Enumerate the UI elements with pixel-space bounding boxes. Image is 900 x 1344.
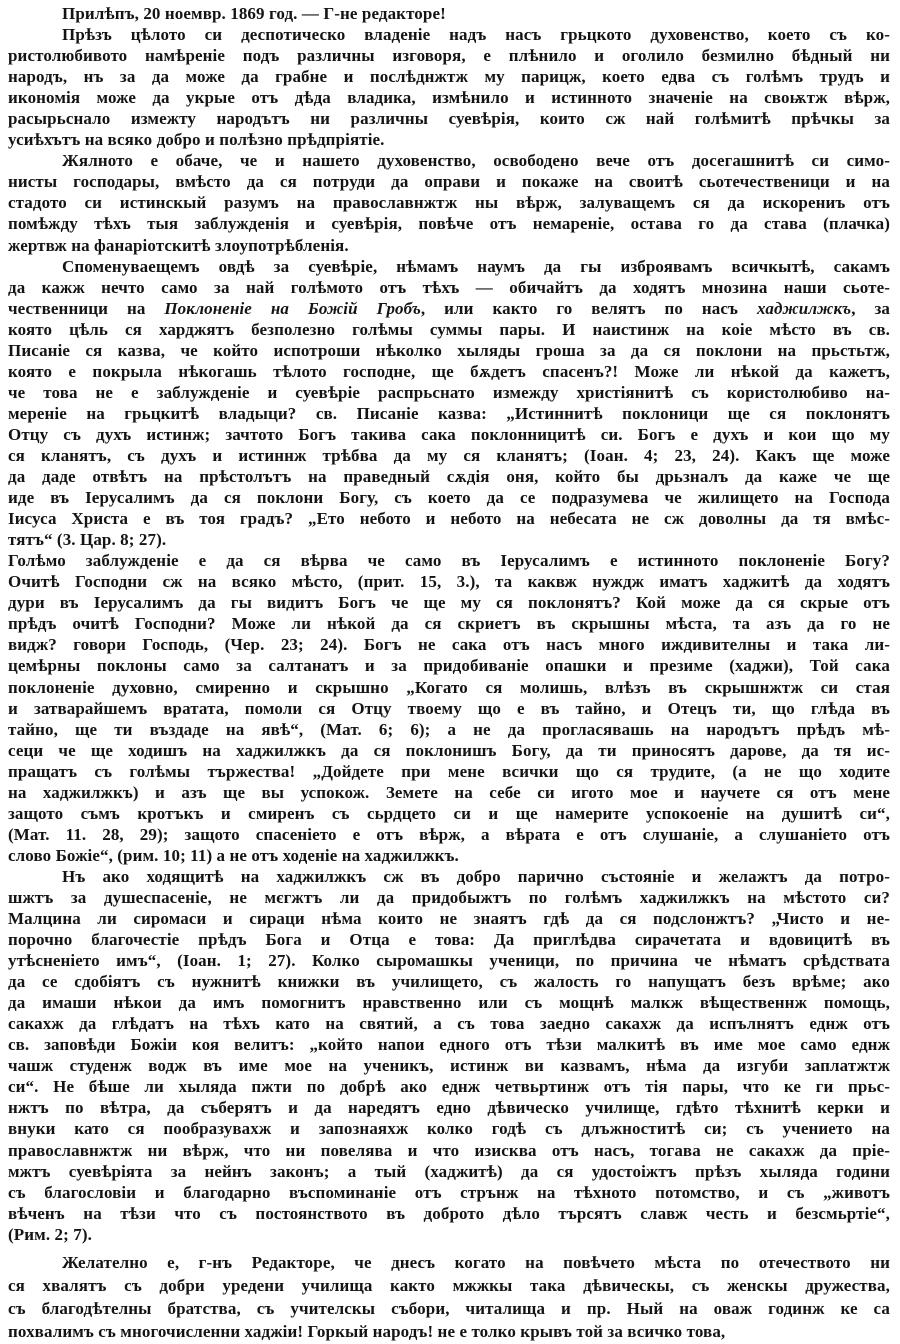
text-line: дури въ Іерусалимъ да гы видитъ Богъ че ще му ся поклонятъ? Кой може да ся скрые отъ (8, 593, 890, 613)
text-line: Писаніе ся казва, че който испотроши нѣколко хыляды гроша за да ся поклони на прьстьтж, (8, 340, 890, 360)
text-line: Нъ ако ходящитѣ на хаджилжкъ сж въ добро парично състояніе и желажтъ да потро- (62, 866, 890, 886)
text-line: слово Божіе“, (рим. 10; 11) а не отъ ходеніе на хаджилжкъ. (8, 845, 459, 865)
text-line: мереніе на грьцкитѣ владыци? св. Писаніе казва: „Истиннитѣ поклоници ще ся поклонятъ (8, 403, 890, 423)
text-line: Желателно е, г-нъ Редакторе, че днесъ когато на повѣчето мѣста по отечеството ни (62, 1252, 890, 1272)
italic-term: хаджилжкъ (756, 298, 852, 318)
text-line: сеци че ще ходишъ на хаджилжкъ да ся поклонишъ Богу, да ти приносятъ дарове, да тя ис- (8, 740, 890, 760)
text-line: Голѣмо заблужденіе е да ся вѣрва че само въ Іерусалимъ е истинното поклоненіе Богу? (8, 551, 890, 571)
text-line: тайно, ще ти въздаде на явѣ“, (Мат. 6; 6); а не да прогласявашь на народътъ прѣдъ мѣ- (8, 719, 890, 739)
text-line: помѣжду тѣхъ тыя заблужденія и суевѣрія, повѣче отъ немареніе, остава го да става (плачка) (8, 214, 890, 234)
text-line: тятъ“ (3. Цар. 8; 27). (8, 530, 167, 550)
text-line: видж? говори Господь, (Чер. 23; 24). Богъ не сака отъ насъ много иждивителны и така ли- (8, 635, 890, 655)
paragraph (8, 24, 890, 150)
text-line: ся хвалятъ съ добри уредени училища както мжжкы така дѣвическы, съ женскы дружества, (8, 1275, 890, 1295)
text-line: стадото си истинскый разумъ на православнжтж ны вѣрж, залуващемъ ся да искорениъ отъ (8, 193, 890, 213)
italic-term: Поклоненіе на Божій Гробъ (164, 298, 421, 318)
text-line: да кажж нечто само за най голѣмото отъ тѣхъ — обичайтъ да ходятъ мнозина наши сьоте- (8, 277, 890, 297)
text-line: св. заповѣди Божіи коя велитъ: „който напои едного отъ тѣзи малкитѣ въ име мое само еднж (8, 1035, 890, 1055)
text-line: на хаджилжкъ) и азъ ще вы успокож. Земете на себе си игото мое и научете ся отъ мене (8, 782, 890, 802)
text-line: Прѣзъ цѣлото си деспотическо владеніе надъ насъ грьцкото духовенство, което съ ко- (62, 25, 890, 45)
text-line: Прилѣпъ, 20 ноемвр. 1869 год. — Г-не редакторе! (62, 4, 446, 23)
text-line: усиѣхътъ на всяко добро и полѣзно прѣдпріятіе. (8, 130, 385, 150)
text-line: да се сдобіятъ съ нужнитѣ книжки въ училището, съ жалость го напущатъ безъ врѣме; ако (8, 972, 890, 992)
text-line: да имаши нѣкои да имъ помогнитъ нравственно или съ мощнѣ малкж вѣщественнж помощь, (8, 993, 890, 1013)
text-line: нжтъ по вѣтра, да съберятъ и да наредятъ едно дѣвическо училище, гдѣто тѣхнитѣ керки и (8, 1098, 890, 1118)
text-line: икономія може да укрые отъ дѣда владика, измѣнило и истинното значеніе на своѭтж вѣрж, (8, 88, 890, 108)
text-line: че това не е заблужденіе и суевѣріе распрьснато измежду христіянитѣ съ користолюбиво на- (8, 382, 890, 402)
text-line: си“. Не бѣше ли хыляда пжти по добрѣ ако еднж четвьртинж отъ тія пары, что ке ги прьс- (8, 1077, 890, 1097)
text-line: защото съмъ кротъкъ и смиренъ съ сьрдцето си и ще намерите успокоеніе на душитѣ си“, (8, 803, 890, 823)
text-line: (Рим. 2; 7). (8, 1224, 92, 1244)
text-line: Отцу съ духъ истинж; зачтото Богъ такива сака поклонницитѣ си. Богъ е духъ и кои що му (8, 424, 890, 444)
text-line: съ благодѣтелны братства, съ учителскы събори, читалища и пр. Ный на оваж годинж ке са (8, 1299, 890, 1319)
text-line: която цѣль ся харджятъ безполезно голѣмы суммы пары. И наистинж на коіе мѣсто въ св. (8, 319, 890, 339)
text-line: расырьснало измежту народътъ ни различны суевѣрія, които сж най голѣмитѣ прѣчкы за (8, 109, 890, 129)
newspaper-article (8, 3, 890, 1344)
text-line (8, 298, 890, 319)
text-line: цемѣрны поклоны само за салтанатъ и за придобиваніе опашки и презиме (хаджи), Той сака (8, 656, 890, 676)
text-line: народъ, нъ за да може да грабне и послѣднжтж му парицж, което едва съ голѣмъ трудъ и (8, 67, 890, 87)
text-line: шжтъ за душеспасеніе, не мєгжтъ ли да придобыжтъ по голѣмъ хаджилжкъ на мѣстото си? (8, 887, 890, 907)
text-line: (Мат. 11. 28, 29); защото спасеніето е отъ вѣрж, а вѣрата е отъ слушаніе, а слушаніето отъ (8, 824, 890, 844)
text-line: Очитѣ Господни сж на всяко мѣсто, (прит. 15, 3.), та каквж нуждж иматъ хаджитѣ да ходятъ (8, 572, 890, 592)
text-line: прѣдъ очитѣ Господни? Може ли нѣкой да ся скриетъ въ скрышны мѣста, та азъ да го не (8, 614, 890, 634)
text-line: утѣсненіето имъ“, (Іоан. 1; 27). Колко сыромашкы ученици, по причина че нѣматъ срѣдствата (8, 951, 890, 971)
text-line: ристолюбивото намѣреніе подъ различны изговоря, е плѣнило и оголило безмилно бѣдный ни (8, 46, 890, 66)
text-line: вѣченъ на тѣзи что съ постоянството въ доброто дѣло търсятъ славж честь и безсмьртіе“, (8, 1203, 890, 1223)
paragraph (8, 1251, 890, 1344)
text-segment: чественници на (8, 298, 165, 318)
text-line: иде въ Іерусалимъ да ся поклони Богу, съ което да се подразумева че жилището на Господа (8, 488, 890, 508)
text-line: пращатъ съ голѣмы тържества! „Дойдете при мене всички що ся трудите, (а не що ходите (8, 761, 890, 781)
text-line: Споменуваещемъ овдѣ за суевѣріе, нѣмамъ наумъ да гы изброявамъ всичкытѣ, сакамъ (62, 256, 890, 276)
text-segment: , за (851, 298, 891, 318)
text-line: да даде отвѣтъ на прѣстолътъ на праведный сѫдія оня, който бы дрьзналъ да каже че ще (8, 467, 890, 487)
paragraph (8, 3, 890, 24)
text-segment: , или както го велятъ по насъ (420, 298, 757, 318)
text-line: жертвж на фанаріотскитѣ злоупотрѣбленія. (8, 235, 349, 255)
text-line: сакахж да глѣдатъ на тѣхъ като на святий, а съ това заедно сакахж да испълнятъ еднж отъ (8, 1014, 890, 1034)
paragraph (8, 550, 890, 866)
text-line: която е покрыла нѣкогашь тѣлото господне, ще бѫдетъ спасенъ?! Може ли нѣкой да кажетъ, (8, 361, 890, 381)
paragraph (8, 256, 890, 551)
text-line: ся кланятъ, съ духъ и истиннж трѣбва да му ся кланятъ; (Іоан. 4; 23, 24). Какъ ще може (8, 445, 890, 465)
text-line: Іисуса Христа е въ тоя градъ? „Ето небото и небото на небесата не сж доволны да тя вмѣс- (8, 509, 890, 529)
text-line: мжтъ суевѣріята за нейнъ законъ; а тый (хаджитѣ) да ся удостоіжтъ прѣзъ хыляда години (8, 1161, 890, 1181)
text-line: похвалимъ съ многочисленни хаджіи! Горкый народъ! не е толко крывъ той за всичко това, (8, 1322, 726, 1342)
text-line: и затварайшемъ вратата, помоли ся Отцу твоему що е въ тайно, и Отецъ ти, що глѣда въ (8, 698, 890, 718)
text-line: Малцина ли сиромаси и сираци нѣма които не знаятъ гдѣ да ся подслонжтъ? „Чисто и не- (8, 909, 890, 929)
paragraph (8, 866, 890, 1245)
text-line: порочно благочестіе прѣдъ Бога и Отца е това: Да приглѣдва сирачетата и вдовицитѣ въ (8, 930, 890, 950)
text-line: православнжтж ни вѣрж, что ни повелява и что изисква отъ насъ, тогава не сакахж да пріе- (8, 1140, 890, 1160)
text-line: внуки като ся пообразувахж и запознаяхж колко годѣ съ длъжноститѣ си; съ учението на (8, 1119, 890, 1139)
text-line: нисты господары, вмѣсто да ся потруди да оправи и покаже на своитѣ сьотечественици и на (8, 172, 890, 192)
text-line: чашж студенж водж въ име мое на ученикъ, истинж ви казвамъ, нѣма да изгуби заплатжтж (8, 1056, 890, 1076)
text-line: съ благословіи и благодарно въспоминаніе отъ стрънж на тѣхното потомство, и съ „животъ (8, 1182, 890, 1202)
paragraph (8, 150, 890, 255)
text-line: поклоненіе духовно, смиренно и скрышно „Когато ся молишь, влѣзъ въ скрышнжтж си стая (8, 677, 890, 697)
text-line: Жялното е обаче, че и нашето духовенство, освободено вече отъ досегашнитѣ си симо- (62, 151, 890, 171)
